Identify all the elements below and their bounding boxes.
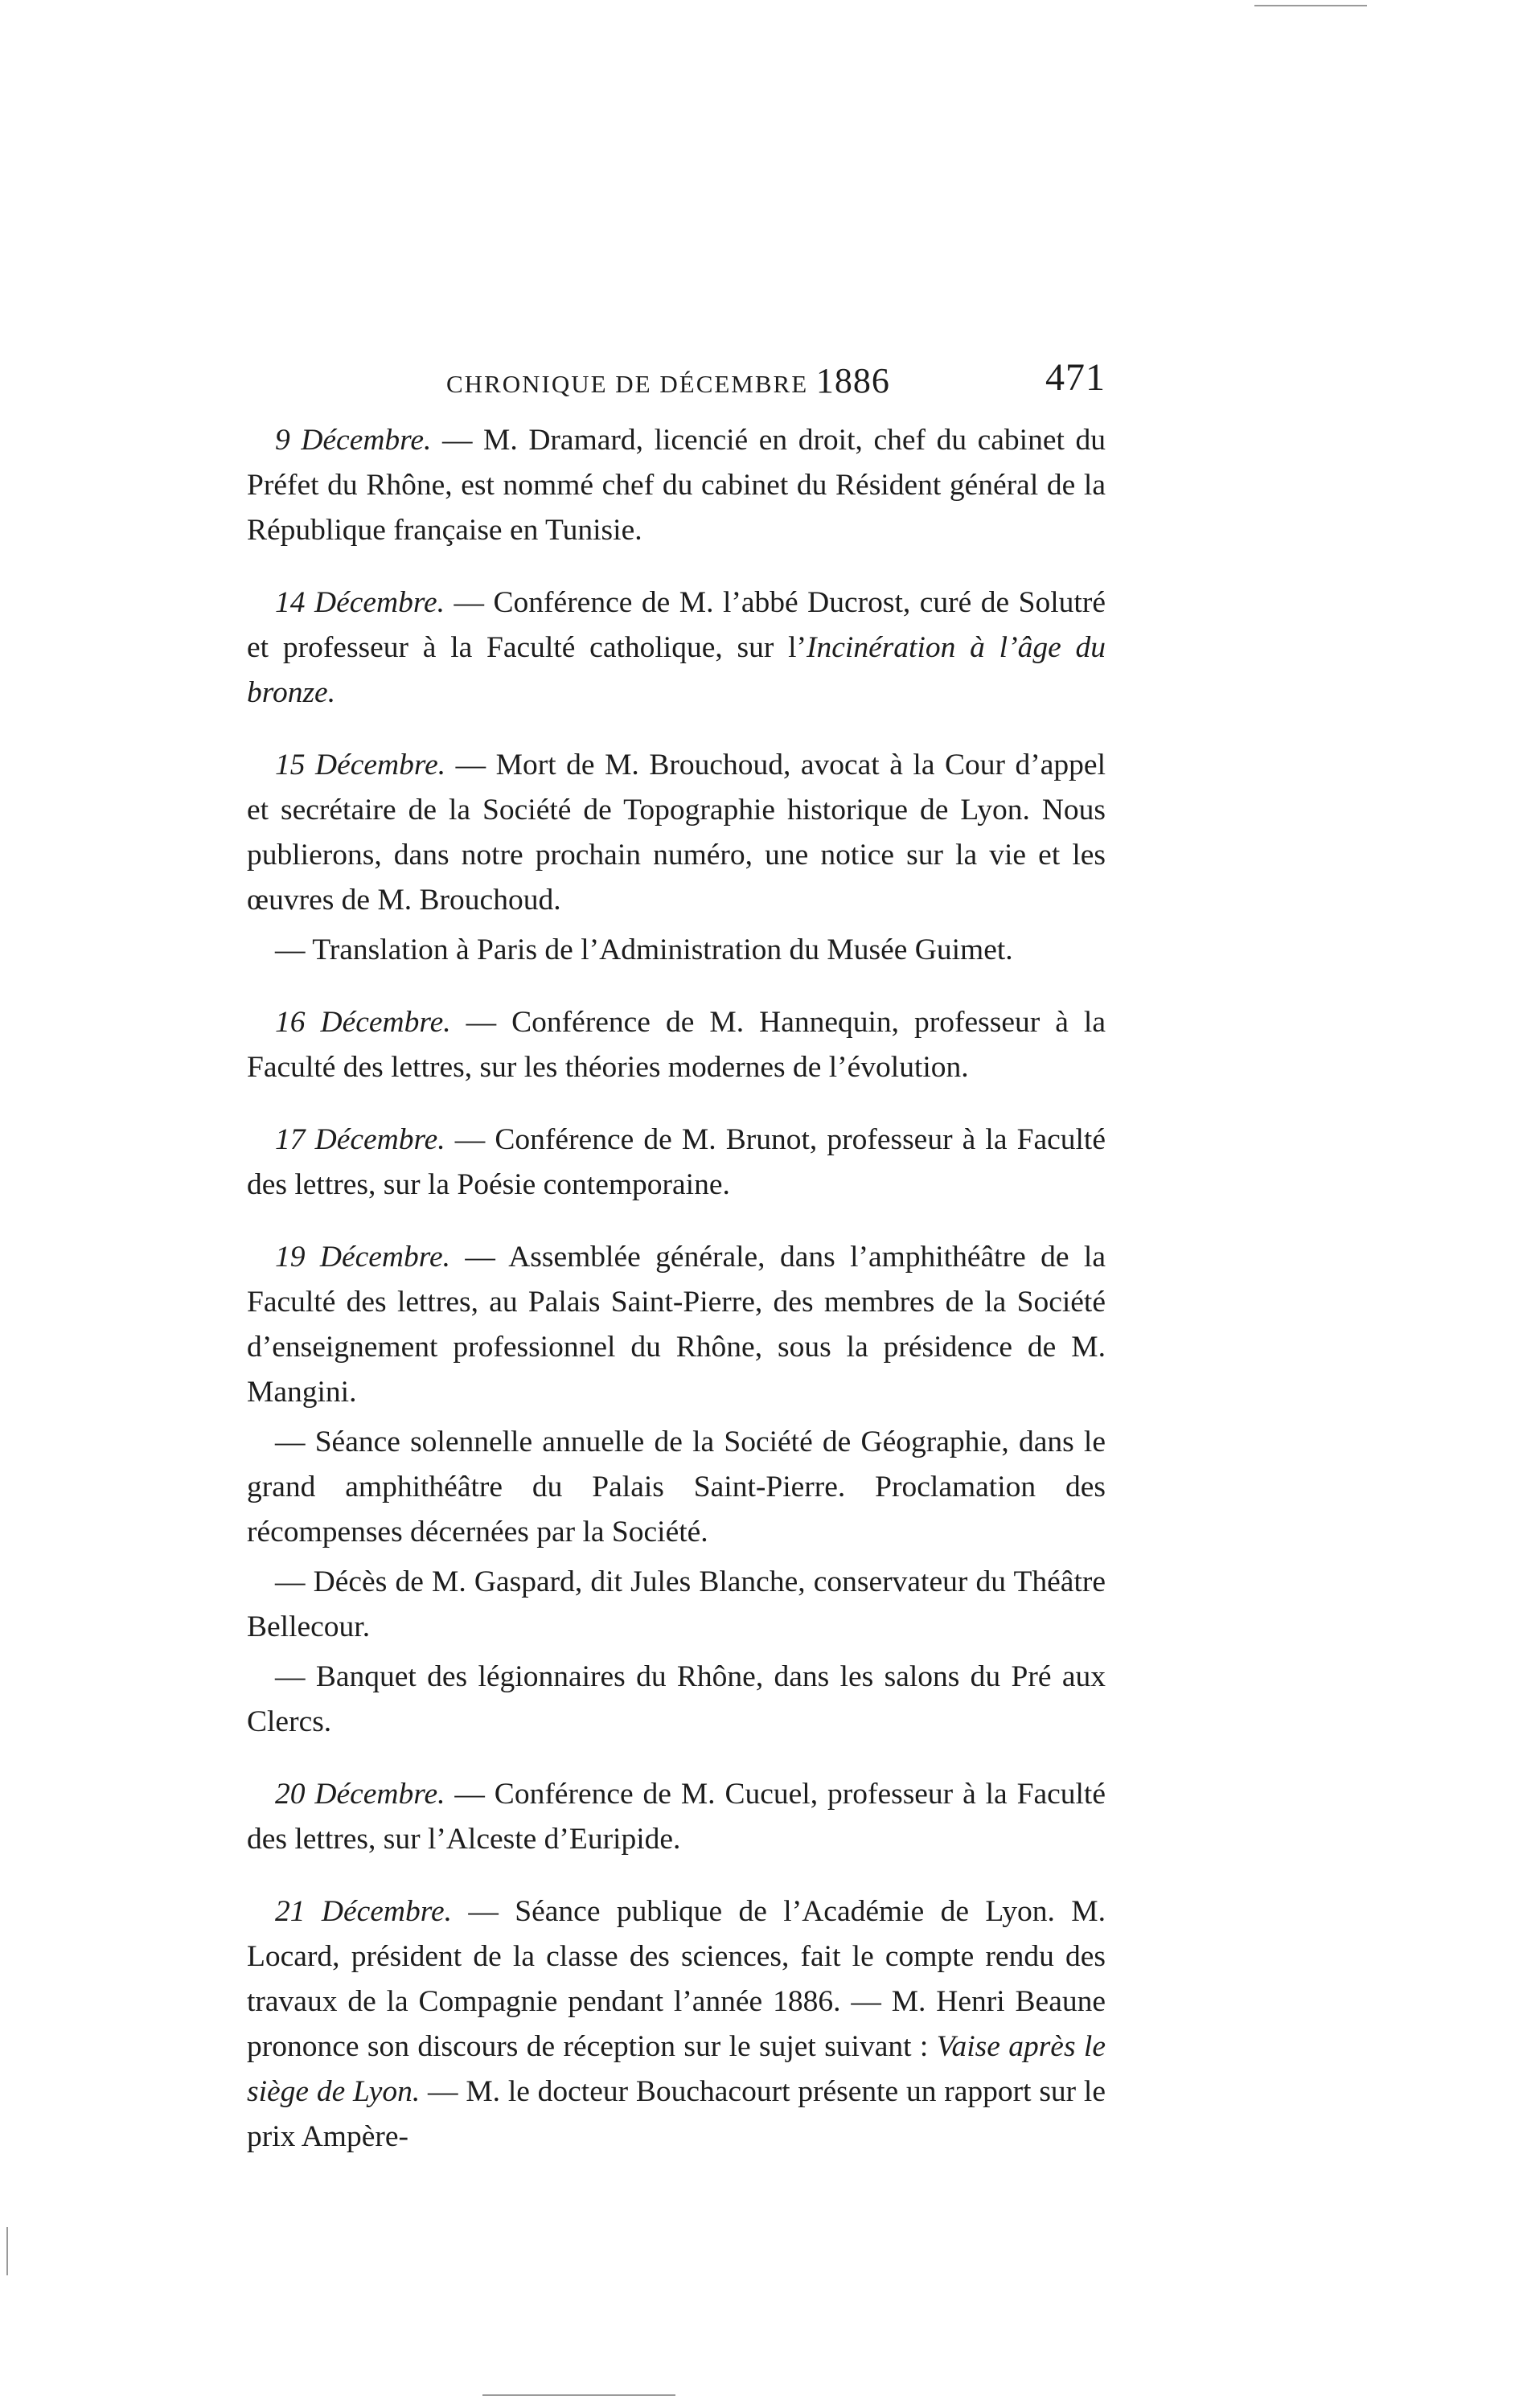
entry-text: — Séance publique de l’Académie de Lyon. M. Locard, président de la classe des sciences, fait le compte rendu des travaux de la Compagnie pendant l’année 1886. — M. Henri Beaune prononce son discours de réception sur le sujet suivant : <box>247 1895 1106 2063</box>
entry-date: 15 Décembre. <box>275 749 446 781</box>
entry-dec-9 <box>247 418 1106 553</box>
entry-text: — Mort de M. Brouchoud, avocat à la Cour d’appel et secrétaire de la Société de Topographie historique de Lyon. Nous publierons, dans notre prochain numéro, une notice sur la vie et les œuvres de M. Brouchoud. <box>247 749 1106 917</box>
entry-text: — Conférence de M. Brunot, professeur à la Faculté des lettres, sur la Poésie contemporaine. <box>247 1123 1106 1201</box>
running-title-text: CHRONIQUE DE DÉCEMBRE <box>446 370 809 398</box>
entry-dec-17 <box>247 1118 1106 1208</box>
entry-text: — Conférence de M. Cucuel, professeur à la Faculté des lettres, sur l’Alceste d’Euripide. <box>247 1778 1106 1856</box>
entry-date: 19 Décembre. <box>275 1241 450 1274</box>
scan-mark-left-edge <box>6 2227 8 2275</box>
entry-dec-19-banquet <box>247 1655 1106 1745</box>
entry-dec-19-deces <box>247 1560 1106 1650</box>
entry-text: — Banquet des légionnaires du Rhône, dans les salons du Pré aux Clercs. <box>247 1660 1106 1738</box>
entry-text: — Translation à Paris de l’Administration du Musée Guimet. <box>275 933 1013 966</box>
entry-date: 21 Décembre. <box>275 1895 452 1928</box>
entry-dec-19-geographie <box>247 1420 1106 1555</box>
entry-dec-15-guimet <box>247 928 1106 973</box>
running-title-year: 1886 <box>815 361 890 400</box>
entry-date: 9 Décembre. <box>275 424 432 457</box>
entry-text-continued: — M. le docteur Bouchacourt présente un rapport sur le prix Ampère- <box>247 2075 1106 2153</box>
entry-date: 17 Décembre. <box>275 1123 445 1156</box>
entry-dec-14 <box>247 580 1106 716</box>
entry-italic-title: Vaise après le siège de Lyon. <box>247 2030 1106 2108</box>
entry-italic-title: Incinération à l’âge du bronze. <box>247 631 1106 709</box>
page-number: 471 <box>1045 356 1106 399</box>
entry-text: — Conférence de M. Hannequin, professeur à la Faculté des lettres, sur les théories modernes de l’évolution. <box>247 1006 1106 1084</box>
entry-text: — Assemblée générale, dans l’amphithéâtre de la Faculté des lettres, au Palais Saint-Pierre, des membres de la Société d’enseignement professionnel du Rhône, sous la présidence de M. Mangini. <box>247 1241 1106 1409</box>
entry-dec-16 <box>247 1000 1106 1090</box>
entry-dec-15 <box>247 743 1106 923</box>
entry-dec-21 <box>247 1889 1106 2160</box>
running-title <box>446 360 890 401</box>
running-header <box>446 352 1130 400</box>
chronicle-text <box>247 418 1106 2160</box>
entry-date: 20 Décembre. <box>275 1778 445 1811</box>
entry-dec-20 <box>247 1772 1106 1862</box>
entry-text: — Conférence de M. l’abbé Ducrost, curé de Solutré et professeur à la Faculté catholique, sur l’ <box>247 586 1106 664</box>
scan-mark-top-right <box>1254 5 1367 6</box>
entry-text: — M. Dramard, licencié en droit, chef du cabinet du Préfet du Rhône, est nommé chef du cabinet du Résident général de la République française en Tunisie. <box>247 424 1106 547</box>
entry-date: 16 Décembre. <box>275 1006 451 1039</box>
entry-text: — Séance solennelle annuelle de la Société de Géographie, dans le grand amphithéâtre du Palais Saint-Pierre. Proclamation des récompenses décernées par la Société. <box>247 1426 1106 1549</box>
entry-text: — Décès de M. Gaspard, dit Jules Blanche, conservateur du Théâtre Bellecour. <box>247 1565 1106 1643</box>
entry-date: 14 Décembre. <box>275 586 445 619</box>
entry-dec-19 <box>247 1235 1106 1415</box>
scan-mark-bottom <box>482 2394 675 2396</box>
